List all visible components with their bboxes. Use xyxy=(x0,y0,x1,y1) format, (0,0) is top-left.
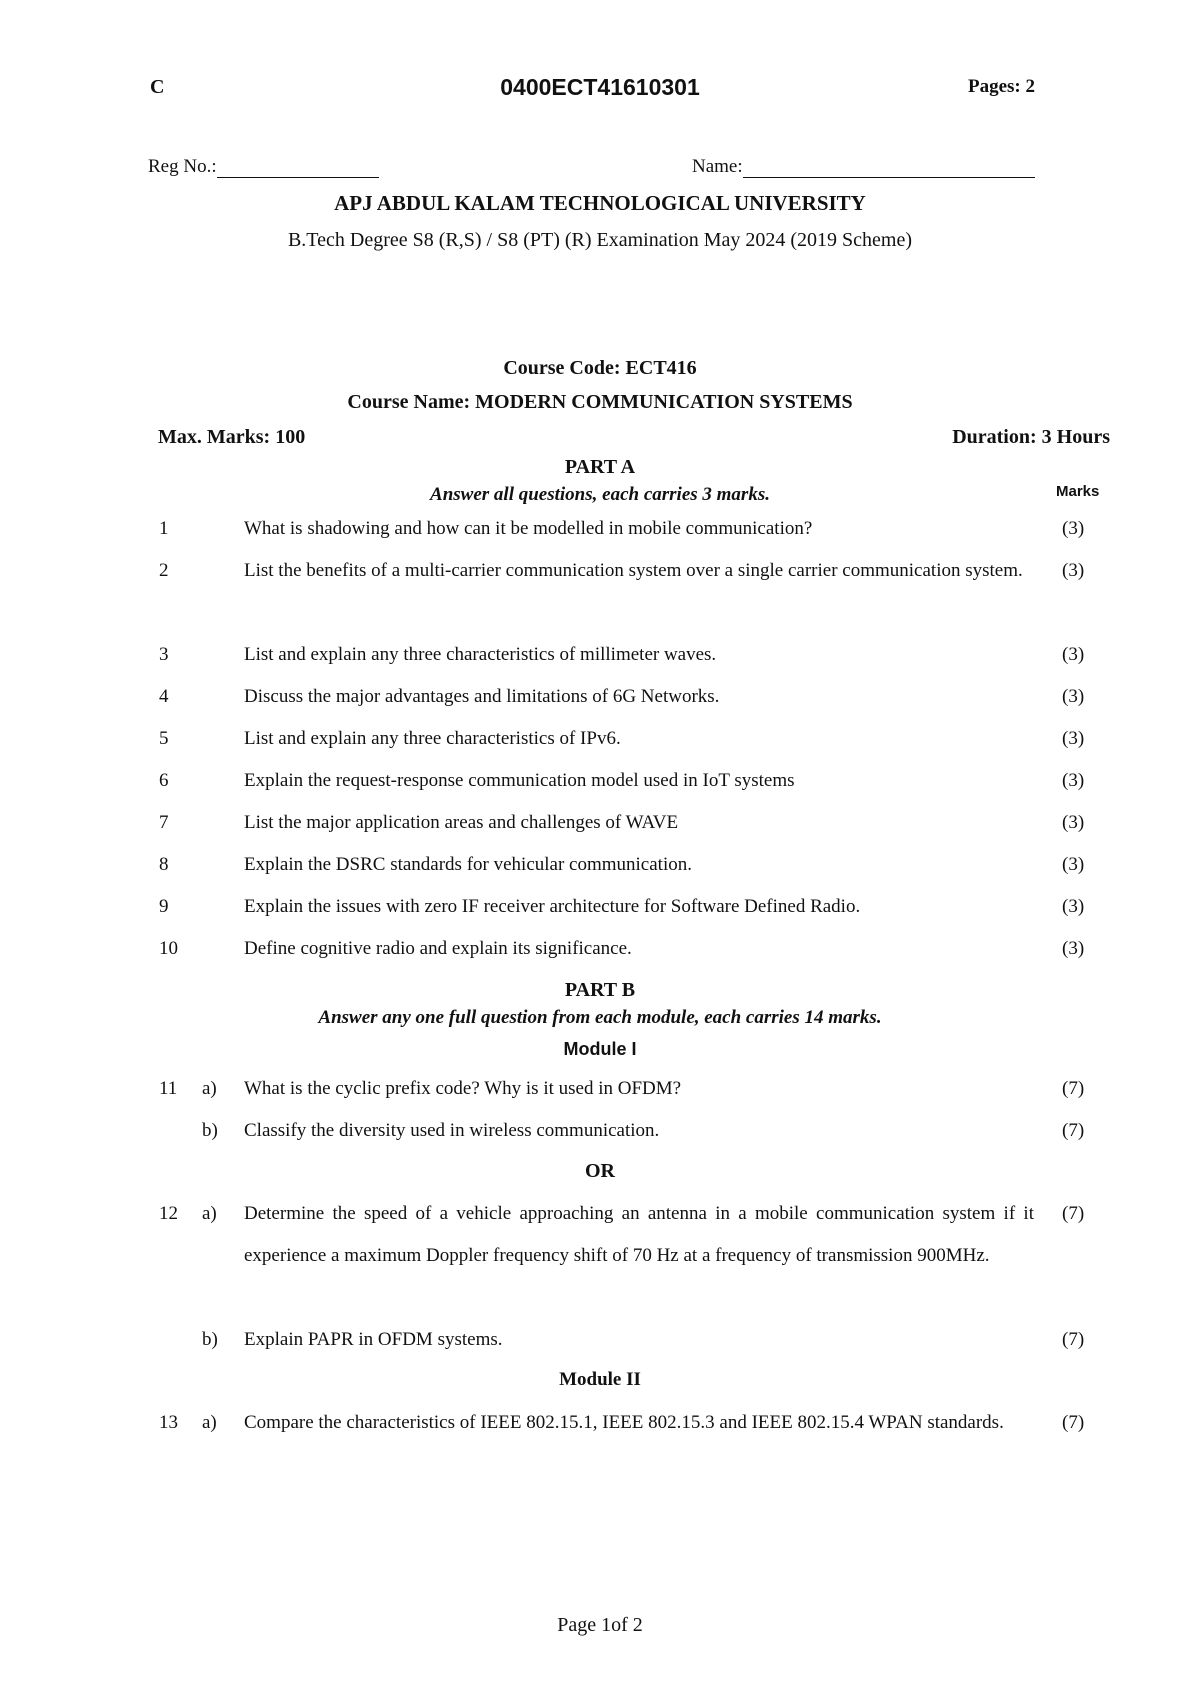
question-number: 13 xyxy=(159,1412,178,1433)
or-divider: OR xyxy=(585,1160,615,1182)
name-label: Name: xyxy=(692,156,743,177)
question-text: List the major application areas and challenges of WAVE xyxy=(244,812,679,833)
question-number: 10 xyxy=(159,938,178,959)
question-number: 4 xyxy=(159,686,169,707)
question-marks: (7) xyxy=(1062,1329,1085,1350)
sub-question-label: b) xyxy=(202,1120,218,1141)
set-letter: C xyxy=(150,76,165,98)
question-text: Explain the issues with zero IF receiver architecture for Software Defined Radio. xyxy=(244,896,861,917)
university-name: APJ ABDUL KALAM TECHNOLOGICAL UNIVERSITY xyxy=(334,191,866,215)
question-number: 5 xyxy=(159,728,169,749)
sub-question-label: a) xyxy=(202,1078,217,1099)
question-number: 7 xyxy=(159,812,169,833)
question-number: 12 xyxy=(159,1203,178,1224)
course-name: Course Name: MODERN COMMUNICATION SYSTEMS xyxy=(347,391,853,413)
question-number: 6 xyxy=(159,770,169,791)
reg-no-field xyxy=(148,156,379,178)
reg-no-line xyxy=(217,159,379,178)
question-marks: (7) xyxy=(1062,1412,1085,1433)
question-text: Compare the characteristics of IEEE 802.15.1, IEEE 802.15.3 and IEEE 802.15.4 WPAN standards. xyxy=(244,1412,1004,1433)
sub-question-label: b) xyxy=(202,1329,218,1350)
part-b-instruction: Answer any one full question from each module, each carries 14 marks. xyxy=(318,1007,882,1028)
part-a-title: PART A xyxy=(564,456,636,478)
question-text: Explain PAPR in OFDM systems. xyxy=(244,1329,503,1350)
name-line xyxy=(743,159,1035,178)
question-text: List the benefits of a multi-carrier communication system over a single carrier communication system. xyxy=(244,560,1023,581)
question-marks: (3) xyxy=(1062,644,1085,665)
question-text: Discuss the major advantages and limitations of 6G Networks. xyxy=(244,686,720,707)
question-text: Explain the request-response communication model used in IoT systems xyxy=(244,770,795,791)
marks-header: Marks xyxy=(1056,483,1100,500)
reg-no-label: Reg No.: xyxy=(148,156,217,177)
question-marks: (3) xyxy=(1062,560,1085,581)
question-text: Explain the DSRC standards for vehicular communication. xyxy=(244,854,692,875)
question-number: 8 xyxy=(159,854,169,875)
question-marks: (3) xyxy=(1062,938,1085,959)
question-marks: (7) xyxy=(1062,1120,1085,1141)
question-number: 11 xyxy=(159,1078,178,1099)
question-marks: (3) xyxy=(1062,812,1085,833)
sub-question-label: a) xyxy=(202,1412,217,1433)
question-number: 3 xyxy=(159,644,169,665)
question-marks: (3) xyxy=(1062,854,1085,875)
page-number: Page 1of 2 xyxy=(557,1614,643,1636)
module-2-heading: Module II xyxy=(559,1369,641,1390)
paper-code: 0400ECT41610301 xyxy=(500,74,700,100)
question-text: List and explain any three characteristics of millimeter waves. xyxy=(244,644,717,665)
part-b-title: PART B xyxy=(564,979,636,1001)
question-marks: (3) xyxy=(1062,896,1085,917)
question-number: 2 xyxy=(159,560,169,581)
question-text: Determine the speed of a vehicle approaching an antenna in a mobile communication system if it experience a maximum Doppler frequency shift of 70 Hz at a frequency of transmission 900MHz. xyxy=(244,1203,1034,1266)
question-text: What is shadowing and how can it be modelled in mobile communication? xyxy=(244,518,813,539)
question-marks: (3) xyxy=(1062,518,1085,539)
exam-title: B.Tech Degree S8 (R,S) / S8 (PT) (R) Examination May 2024 (2019 Scheme) xyxy=(287,229,913,251)
duration: Duration: 3 Hours xyxy=(952,426,1110,448)
question-marks: (3) xyxy=(1062,728,1085,749)
question-text: Define cognitive radio and explain its significance. xyxy=(244,938,632,959)
module-1-heading: Module I xyxy=(563,1039,637,1059)
part-a-instruction: Answer all questions, each carries 3 marks. xyxy=(430,484,770,505)
sub-question-label: a) xyxy=(202,1203,217,1224)
question-text: What is the cyclic prefix code? Why is it used in OFDM? xyxy=(244,1078,682,1099)
max-marks: Max. Marks: 100 xyxy=(158,426,306,448)
pages-count: Pages: 2 xyxy=(968,76,1036,97)
question-marks: (3) xyxy=(1062,770,1085,791)
name-field xyxy=(692,156,1035,178)
question-text: List and explain any three characteristics of IPv6. xyxy=(244,728,621,749)
question-marks: (3) xyxy=(1062,686,1085,707)
question-marks: (7) xyxy=(1062,1078,1085,1099)
course-code: Course Code: ECT416 xyxy=(503,357,697,379)
question-marks: (7) xyxy=(1062,1203,1085,1224)
question-number: 9 xyxy=(159,896,169,917)
question-number: 1 xyxy=(159,518,169,539)
question-text: Classify the diversity used in wireless communication. xyxy=(244,1120,660,1141)
